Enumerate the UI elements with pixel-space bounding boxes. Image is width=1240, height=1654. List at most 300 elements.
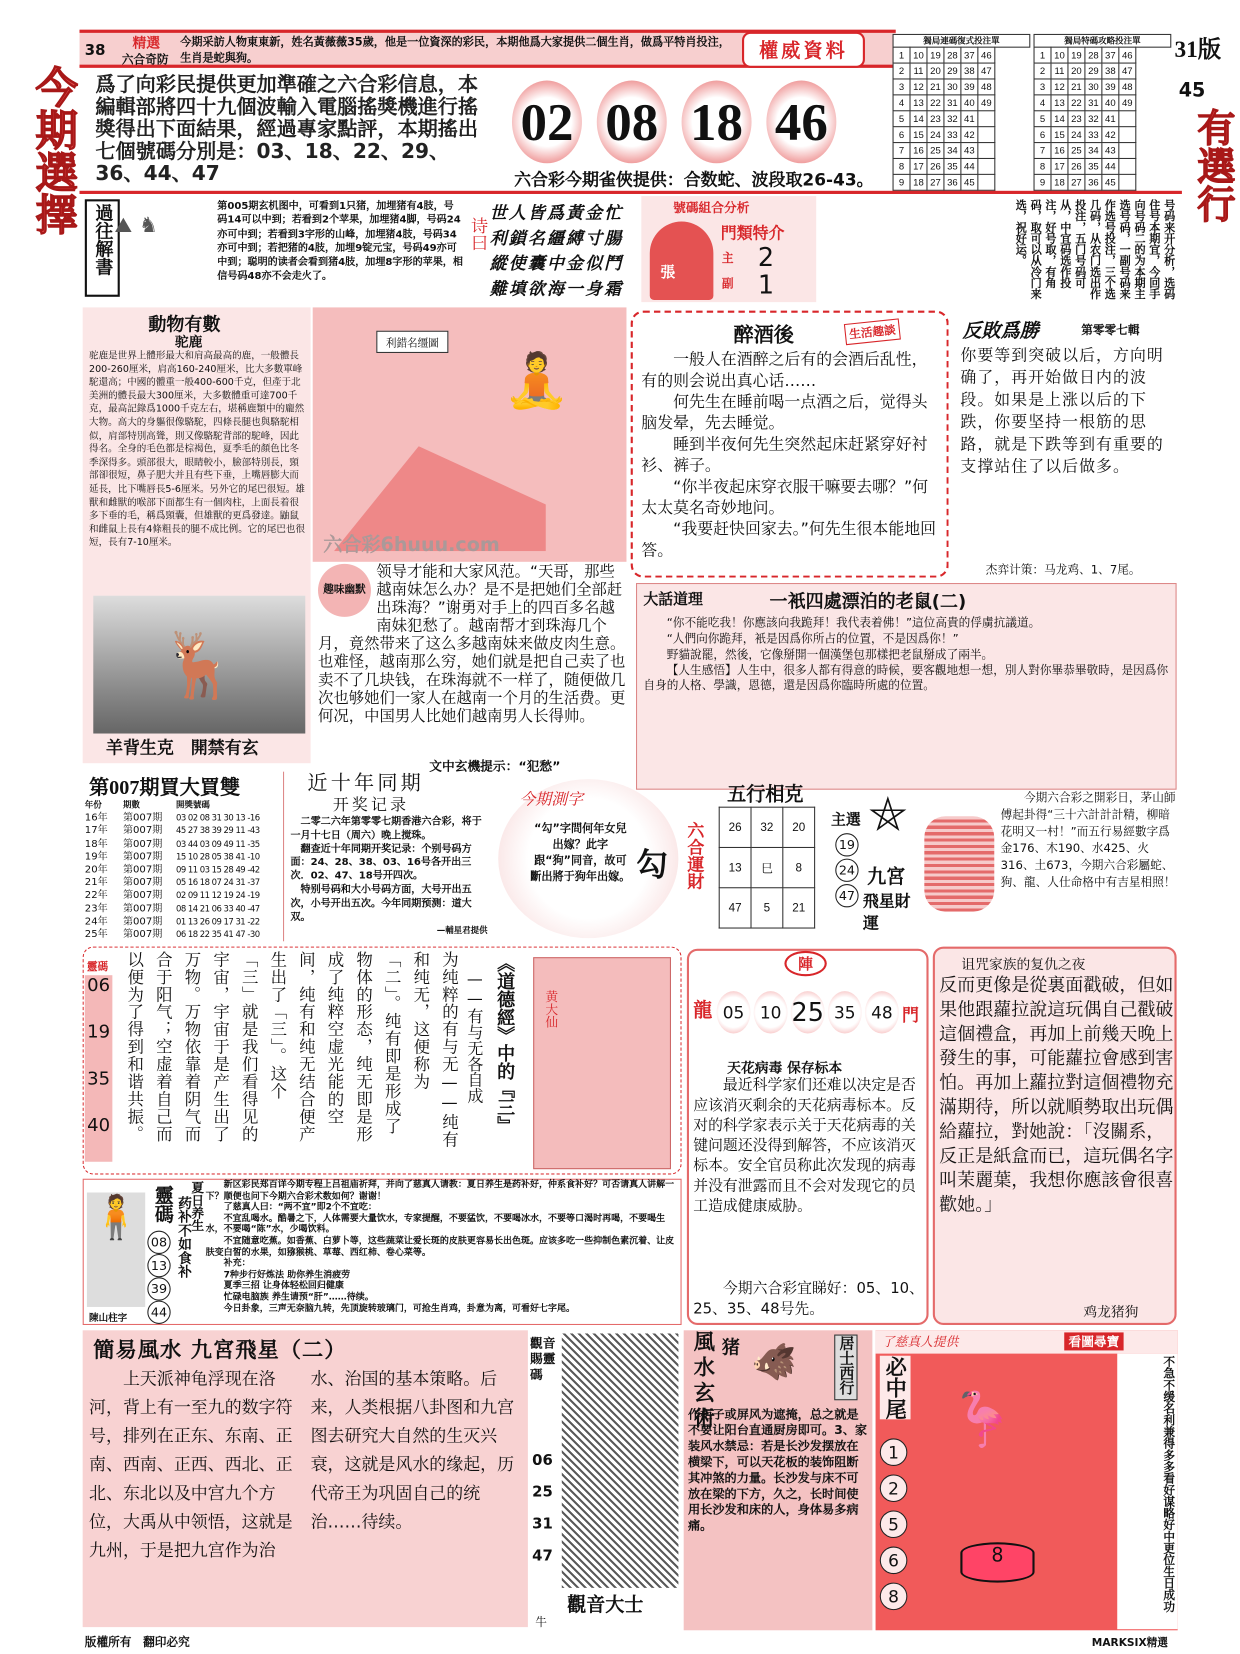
record-p1: 二零二六年第零零七期香港六合彩，将于一月十七日（周六）晚上搅珠。	[290, 816, 482, 842]
decorative-stamp	[924, 816, 994, 911]
past-title: 過往解書	[85, 199, 120, 297]
bet-grid-cell[interactable]: 6	[1034, 127, 1051, 143]
table-cell: 21年	[84, 876, 108, 889]
bet-grid-cell[interactable]: 36	[1085, 174, 1102, 190]
health-paragraph: 今日卦象，三声无奈脑九转，先顶旋转玻璃门，可抢生肖鸡，卦意为离，可看好七字尾。	[223, 1303, 576, 1314]
record-title: 近十年同期	[307, 771, 425, 795]
wuxing-row	[719, 847, 814, 887]
wuxing-cell: 5	[751, 888, 783, 928]
bet-grid-cell[interactable]: 22	[1068, 95, 1085, 111]
animal-title: 動物有數	[148, 314, 221, 337]
bet-grid-cell[interactable]: 4	[1034, 95, 1051, 111]
bet-grid-cell[interactable]: 39	[1102, 79, 1119, 95]
leader-block	[318, 564, 628, 726]
bet-grid-cell[interactable]: 9	[893, 174, 910, 190]
bet-grid-cell[interactable]: 31	[1085, 95, 1102, 111]
table-cell: 第007期	[122, 863, 163, 876]
table-cell: 06 18 22 35 41 47 -30	[175, 929, 260, 940]
headline-right: 有選行	[1191, 108, 1235, 223]
zodiac-number: 05	[717, 991, 751, 1033]
footer-brand: MARKSIX精選	[1091, 1637, 1168, 1650]
pig-title: 風水玄術	[690, 1330, 716, 1433]
wuxing-panel	[708, 779, 920, 938]
bet-grid-cell[interactable]: 24	[1068, 127, 1085, 143]
bet-grid-cell[interactable]: 8	[1034, 158, 1051, 174]
headline-tip: 六合彩今期雀俠提供：合数蛇、波段取26-43。	[514, 169, 874, 190]
char-text: “勾”字問何年女兒出嫁？此字跟“狗”同音，故可斷出將于狗年出嫁。	[530, 822, 631, 883]
health-paragraph: 不宜乱喝水。酷暑之下，人体需要大量饮水，专家提醒，不要猛饮，不要喝冰水，不要等口渴时再喝，不要喝生水，不要喝“陈”水，少喝饮料。	[205, 1213, 666, 1236]
bet-grid-cell[interactable]	[978, 174, 995, 190]
table-cell: 24年	[84, 915, 108, 928]
buy-header-cell: 年份	[84, 800, 102, 810]
bet-grid-cell[interactable]: 46	[978, 47, 995, 63]
curse-panel	[933, 947, 1177, 1325]
bet-grid-row	[1034, 63, 1136, 79]
bet-grid-cell[interactable]	[978, 127, 995, 143]
treasure-panel	[876, 1330, 1178, 1630]
char-title: 今期測字	[519, 789, 584, 809]
bet-grid-cell[interactable]: 40	[961, 95, 978, 111]
daode-column: 宇宙，宇宙于是产生出了	[210, 950, 231, 1144]
table-cell: 02 09 11 12 19 24 -19	[175, 890, 260, 901]
table-cell: 第007期	[122, 850, 163, 863]
bet-grid-cell[interactable]: 42	[1102, 127, 1119, 143]
wuxing-row	[719, 888, 814, 928]
bet-grid-cell[interactable]: 12	[910, 79, 927, 95]
record-subtitle: 开奖记录	[332, 794, 410, 815]
bet-grid-cell[interactable]: 12	[1051, 79, 1068, 95]
fengshui-panel	[83, 1330, 528, 1627]
fengshui-title: 簡易風水 九宮飛星（二）	[93, 1336, 347, 1363]
guanyin-number: 47	[532, 1547, 553, 1565]
divider	[79, 191, 1181, 194]
bet-grid-cell[interactable]: 23	[927, 111, 944, 127]
door-sub-label: 副	[721, 276, 734, 291]
bet-grid-cell[interactable]: 24	[927, 127, 944, 143]
bet-grid-cell[interactable]: 7	[1034, 143, 1051, 159]
bet-grid-cell[interactable]: 19	[927, 47, 944, 63]
bet-grid-row	[893, 174, 995, 190]
bet-grid-cell[interactable]: 42	[961, 127, 978, 143]
table-cell: 18年	[84, 838, 108, 850]
number-circle: 5	[880, 1510, 908, 1538]
mouse-p4: 【人生感悟】人生中，很多人都有得意的時候，要客觀地想一想，別人對你畢恭畢敬時，是因爲你自身的人格、學識，恩德，還是因爲你臨時所處的位置。	[643, 663, 1169, 693]
daode-column: 「三」就是我们看得见的	[239, 950, 259, 1144]
wuxing-title3: 飛星財運	[862, 891, 911, 933]
health-paragraph: 夏季三招 让身体轻松回归健康	[223, 1280, 344, 1292]
bet-grid-cell[interactable]: 26	[927, 158, 944, 174]
daode-column: 物体的形态，纯无即是形	[354, 950, 374, 1144]
bet-grid-cell[interactable]: 2	[893, 63, 910, 79]
bet-grid-cell[interactable]: 46	[1119, 47, 1136, 63]
table-cell: 22年	[84, 889, 108, 902]
bet-grid-cell[interactable]	[1119, 158, 1136, 174]
bet-grid-cell[interactable]	[978, 143, 995, 159]
wuxing-cell: 13	[719, 847, 751, 887]
bet-grid-cell[interactable]	[1119, 174, 1136, 190]
bet-grid-cell[interactable]: 23	[1068, 111, 1085, 127]
bet-grid-cell[interactable]: 39	[961, 79, 978, 95]
table-cell: 第007期	[122, 825, 163, 837]
bet-grid-cell[interactable]: 43	[961, 143, 978, 159]
bet-grid-row	[1034, 95, 1136, 111]
table-row	[85, 864, 282, 877]
bet-grid-cell[interactable]: 10	[1051, 47, 1068, 63]
treasure-provider: 了慈真人提供	[881, 1334, 959, 1350]
bet-grid-row	[893, 63, 995, 79]
bet-grid-row	[1034, 143, 1136, 159]
bet-grid-row	[1034, 111, 1136, 127]
wuxing-cell: 20	[783, 807, 815, 847]
door-panel	[641, 196, 816, 302]
puzzle-sketch: ⛰ ♞	[114, 211, 159, 238]
bet-grid-cell[interactable]: 20	[1068, 63, 1085, 79]
bet-grid-cell[interactable]: 37	[1102, 47, 1119, 63]
headline-intro: 爲了向彩民提供更加準確之六合彩信息，本編輯部將四十九個波輸入電腦搖獎機進行搖獎得出下面結果，經過專家點評，本期搖出七個號碼分別是：03、18、22、29、36、44、47	[95, 73, 479, 186]
bet-grid-row	[893, 95, 995, 111]
zodiac-panel	[687, 949, 929, 1325]
daode-column: 为纯粹的有与无——纯有	[439, 950, 459, 1149]
table-cell: 15 10 28 05 38 41 -10	[175, 852, 260, 862]
bet-grid-cell[interactable]: 49	[978, 95, 995, 111]
bet-grid-cell[interactable]: 32	[944, 111, 961, 127]
lucky-number: 06	[87, 975, 111, 997]
bet-grid-row	[893, 47, 995, 63]
bet-grid-row	[893, 158, 995, 174]
table-cell: 05 16 18 07 24 31 -37	[175, 877, 260, 888]
table-cell: 01 13 26 09 17 31 -22	[175, 916, 260, 927]
daode-column: 生出了「三」。这个	[268, 950, 288, 1101]
buy-title: 第007期買大買雙	[89, 776, 241, 800]
daode-column: 成了纯粹空虚光能的空	[325, 950, 345, 1126]
drunk-paragraph: 睡到半夜何先生突然起床赶紧穿好衬衫、裤子。	[641, 434, 928, 475]
bet-grid-cell[interactable]: 32	[1085, 111, 1102, 127]
poem-side: 诗曰	[468, 217, 489, 252]
bet-grid-cell[interactable]	[1119, 143, 1136, 159]
interview-text: 今期采訪人物東東新，姓名黃薇薇35歲，他是一位資深的彩民，本期他爲大家提供二個生肖，做爲平特肖投注，生肖是蛇與狗。	[180, 36, 730, 65]
guanyin-number: 25	[532, 1483, 553, 1501]
poem-line: 縱使囊中金似鬥	[489, 253, 624, 274]
bet-grid-cell[interactable]: 30	[944, 79, 961, 95]
zodiac-number: 25	[791, 991, 825, 1033]
record-panel	[288, 772, 489, 942]
reverse-title: 反敗爲勝	[962, 320, 1039, 343]
bet-grid-cell[interactable]: 27	[1068, 174, 1085, 190]
bet-grid-cell[interactable]: 18	[1051, 174, 1068, 190]
footer-copyright: 版權所有 翻印必究	[84, 1635, 190, 1650]
bet-grid-cell[interactable]: 34	[944, 143, 961, 159]
table-cell: 03 02 08 31 30 13 -16	[175, 813, 260, 823]
bet-grid-cell[interactable]: 10	[910, 47, 927, 63]
number-circle: 08	[147, 1231, 170, 1254]
leader-tag: 趣味幽默	[318, 564, 371, 617]
table-cell: 45 27 38 39 29 11 -43	[175, 826, 260, 836]
table-row	[85, 877, 282, 890]
bet-grid-cell[interactable]: 21	[1068, 79, 1085, 95]
bet-grid-2[interactable]	[1034, 47, 1137, 191]
bet-grid-cell[interactable]: 1	[893, 47, 910, 63]
buy-header	[85, 799, 282, 812]
bet-grid-cell[interactable]: 2	[1034, 63, 1051, 79]
bet-grid-cell[interactable]: 13	[910, 95, 927, 111]
bet-grid-cell[interactable]: 28	[944, 47, 961, 63]
health-subtitle: 药补不如食补	[174, 1195, 191, 1279]
zodiac-suffix: 門	[902, 1004, 920, 1026]
daode-column: 万物。万物依靠着阴气而	[182, 950, 202, 1144]
bet-grid-cell[interactable]: 26	[1068, 158, 1085, 174]
health-paragraph: 忙碌电脑族 养生请预“肝”……待续。	[223, 1292, 374, 1303]
watermark: 六合彩6huuu.com	[323, 534, 500, 557]
bet-grid-cell[interactable]: 15	[1051, 127, 1068, 143]
result-ball: 46	[766, 81, 836, 164]
poem	[490, 199, 638, 301]
door-main-number: 2	[757, 242, 775, 273]
result-ball: 08	[597, 81, 667, 164]
table-row	[85, 903, 282, 916]
drum-number: 8	[960, 1542, 1034, 1582]
table-cell: 第007期	[122, 876, 163, 889]
masthead-label: 六合奇防	[121, 52, 169, 67]
bet-grid-cell[interactable]	[978, 111, 995, 127]
bet-grid-cell[interactable]: 19	[1068, 47, 1085, 63]
bet-grid-cell[interactable]: 43	[1102, 143, 1119, 159]
bet-grid-cell[interactable]: 47	[1119, 63, 1136, 79]
bet-grid-cell[interactable]: 16	[910, 143, 927, 159]
mouse-p1: “你不能吃我！你應該向我跪拜！我代表着佛！”這位高貴的俘虜抗議道。	[666, 615, 1041, 630]
bet-grid-cell[interactable]: 27	[927, 174, 944, 190]
number-circle: 19	[835, 833, 858, 856]
reverse-series: 第零零七輯	[1081, 323, 1140, 338]
bet-grid-cell[interactable]: 20	[927, 63, 944, 79]
bet-grid-cell[interactable]: 35	[944, 158, 961, 174]
poem-line: 難填欲海一身霜	[489, 278, 624, 299]
health-paragraph: 补充：	[223, 1258, 251, 1269]
bet-grid-cell[interactable]: 45	[1102, 174, 1119, 190]
wuxing-title2: 九宮	[867, 866, 906, 889]
health-paragraph: 了慈真人曰：“两不宜”即2个不宜吃：	[223, 1202, 377, 1213]
drunk-panel	[631, 311, 949, 578]
bet-table-1-title: 獨局連碼復式投注單	[893, 34, 1031, 48]
table-cell: 第007期	[122, 915, 163, 928]
number-circle: 1	[880, 1438, 908, 1466]
table-cell: 23年	[84, 902, 108, 915]
bet-grid-cell[interactable]: 5	[1034, 111, 1051, 127]
drunk-stamp: 生活趣談	[844, 318, 901, 345]
portrait-name: 張	[658, 263, 676, 279]
past-text: 第005期玄机图中，可看到1只猪，加埋猪有4肢，号码14可以中到；若看到2个苹果，加埋猪4脚，号码24亦可中到；若看到3字形的山峰，加埋猪4肢，号码34亦可中到；若把猪的4肢，加埋9锭元宝，号码49亦可中到；聪明的读者会看到猪4肢，加埋8字形的苹果，相信号码48亦不会走火了。	[217, 200, 463, 283]
table-cell: 第007期	[122, 928, 163, 941]
number-circle: 39	[147, 1277, 170, 1300]
drunk-paragraph: 何先生在睡前喝一点酒之后，觉得头脑发晕，先去睡觉。	[641, 392, 928, 433]
bet-grid-cell[interactable]: 25	[1068, 143, 1085, 159]
bet-grid-cell[interactable]: 1	[1034, 47, 1051, 63]
daode-label: 靈碼	[86, 961, 109, 974]
mouse-title: 一衹四處漂泊的老鼠(二)	[769, 591, 967, 613]
bet-grid-cell[interactable]: 49	[1119, 95, 1136, 111]
table-cell: 第007期	[122, 889, 163, 902]
bet-grid-cell[interactable]: 35	[1085, 158, 1102, 174]
pig-panel	[684, 1330, 873, 1630]
bet-grid-cell[interactable]: 3	[1034, 79, 1051, 95]
zodiac-title: 陣	[784, 951, 826, 976]
side-number: 45	[1178, 79, 1206, 102]
bet-grid-cell[interactable]: 41	[1102, 111, 1119, 127]
bet-grid-cell[interactable]: 22	[927, 95, 944, 111]
guanyin-number: 06	[532, 1452, 553, 1470]
table-cell: 16年	[84, 812, 108, 824]
number-circle: 24	[835, 859, 858, 882]
mouse-p2: “人們向你跪拜，衹是因爲你所占的位置，不是因爲你！”	[666, 631, 959, 646]
animal-subtitle: 驼鹿	[174, 334, 203, 351]
table-cell: 20年	[84, 863, 108, 876]
record-p3: 特别号码和大小号码方面，大号开出五次，小号开出五次。今年同期预测：道大双。	[290, 884, 472, 923]
table-row	[85, 916, 282, 929]
reverse-panel	[954, 311, 1177, 581]
number-circle: 44	[147, 1301, 170, 1324]
bet-grid-cell[interactable]: 40	[1102, 95, 1119, 111]
issue-number: 38	[84, 42, 106, 60]
record-p2: 翻查近十年同期开奖记录：个别号码方面：24、28、38、03、16号各开出三次．02、47、18号开四次。	[290, 843, 472, 883]
bet-grid-cell[interactable]: 25	[927, 143, 944, 159]
char-panel	[498, 779, 678, 938]
curse-text: 反而更像是從裏面戳破，但如果他跟蘿拉說這玩偶自己戳破這個禮盒，再加上前幾天晚上發生的事，可能蘿拉會感到害怕。再加上蘿拉對這個禮物充滿期待，所以就順勢取出玩偶給蘿拉，對她說：「沒關系，反正是紙盒而已，這玩偶名字叫茉麗葉，我想你應該會很喜歡她。」	[939, 975, 1174, 1216]
bet-grid-1[interactable]	[893, 47, 996, 191]
edition-label: 31版	[1174, 36, 1222, 63]
bet-grid-cell[interactable]: 31	[944, 95, 961, 111]
number-circle: 13	[147, 1254, 170, 1277]
bet-grid-cell[interactable]: 44	[1102, 158, 1119, 174]
door-label: 門類特介	[720, 223, 785, 243]
bet-grid-cell[interactable]: 29	[1085, 63, 1102, 79]
bet-grid-cell[interactable]: 33	[944, 127, 961, 143]
drunk-title: 醉酒後	[733, 323, 794, 347]
pig-animal: 猪	[721, 1337, 740, 1359]
bet-grid-cell[interactable]: 30	[1085, 79, 1102, 95]
table-cell: 第007期	[122, 838, 163, 850]
bet-grid-cell[interactable]: 5	[893, 111, 910, 127]
bet-grid-row	[893, 79, 995, 95]
bet-grid-cell[interactable]	[978, 158, 995, 174]
sage-name: 黄大仙	[543, 990, 559, 1029]
bet-grid-cell[interactable]: 9	[1034, 174, 1051, 190]
bet-grid-row	[893, 111, 995, 127]
opening-text: 今期六合彩之開彩日，茅山師傅起卦得“三十六計計計精，柳暗花明又一村！”而五行易經數字爲金176、木190、水425、火316、土673，今期六合彩屬蛇、狗、龍、人仕命格中有吉星相照！	[1000, 790, 1176, 890]
health-paragraph: 新区彩民郑百详今期专程上吕祖庙祈拜，并向了慈真人请教：夏日养生是药补好，仲系食补好？可否请真人讲解一下？顺便也问下今期六合彩术数如何？谢谢！	[205, 1179, 675, 1202]
bet-grid-cell[interactable]	[1119, 127, 1136, 143]
wuxing-cell: 47	[719, 888, 751, 928]
reverse-plan: 杰弈计策：马龙鸡、1、7尾。	[985, 562, 1141, 577]
health-seal: 陳山柱字	[89, 1313, 128, 1324]
bet-grid-cell[interactable]: 15	[910, 127, 927, 143]
bet-grid-cell[interactable]: 17	[910, 158, 927, 174]
bet-grid-cell[interactable]: 7	[893, 143, 910, 159]
lucky-number: 19	[87, 1021, 111, 1044]
number-circle: 2	[880, 1474, 908, 1502]
lucky-number: 40	[87, 1115, 111, 1137]
bet-grid-cell[interactable]: 45	[961, 174, 978, 190]
result-ball: 02	[512, 81, 582, 164]
pig-badge: 居士西行	[834, 1335, 857, 1401]
bet-grid-row	[893, 127, 995, 143]
bet-grid-row	[893, 143, 995, 159]
crane-drawing: 🦩	[949, 1388, 1016, 1451]
bet-grid-cell[interactable]: 11	[910, 63, 927, 79]
bet-grid-cell[interactable]: 11	[1051, 63, 1068, 79]
daode-column: 合于阳气；空虚着自己而	[153, 950, 173, 1144]
daode-column: 间，纯有和纯无结合便产	[296, 950, 316, 1144]
bet-grid-cell[interactable]	[1119, 111, 1136, 127]
bet-grid-row	[1034, 127, 1136, 143]
bet-grid-cell[interactable]: 14	[1051, 111, 1068, 127]
bet-grid-cell[interactable]: 41	[961, 111, 978, 127]
table-row	[85, 838, 282, 851]
wuxing-cell: 巳	[751, 847, 783, 887]
bet-grid-cell[interactable]: 33	[1085, 127, 1102, 143]
bet-grid-cell[interactable]: 38	[961, 63, 978, 79]
bet-grid-cell[interactable]: 36	[944, 174, 961, 190]
bet-grid-cell[interactable]: 47	[978, 63, 995, 79]
health-paragraph: 不宜随意吃蕉。如香蕉、白萝卜等，这些蔬菜让爱长斑的皮肤更容易长出色斑。应该多吃一些抑制色素沉着、让皮肤变白皙的水果，如猕猴桃、草莓、西红柿、卷心菜等。	[205, 1235, 675, 1258]
bet-grid-cell[interactable]: 48	[1119, 79, 1136, 95]
elk-photo: 🦌	[93, 596, 305, 734]
bet-grid-cell[interactable]: 17	[1051, 158, 1068, 174]
bet-grid-cell[interactable]: 16	[1051, 143, 1068, 159]
bet-grid-cell[interactable]: 29	[944, 63, 961, 79]
bet-grid-cell[interactable]: 28	[1085, 47, 1102, 63]
table-row	[85, 929, 282, 942]
leader-text: 领导才能和大家风范。“天哥，那些越南妹怎么办？是不是把她们全部赶出珠海？”谢勇对手上的四百多名越南妹犯愁了。越南帮才到珠海几个月，竟然带来了这么多越南妹来做皮肉生意。也难怪，越南那么穷，她们就是把自己卖了也卖不了几块钱，在珠海就不一样了，随便做几次也够她们一家人在越南一个月的生活费。更何况，中国男人比她们越南男人长得帅。	[317, 563, 626, 726]
table-cell: 19年	[84, 850, 108, 863]
bet-grid-cell[interactable]: 14	[910, 111, 927, 127]
zodiac-text: 最近科学家们还难以决定是否应该消灭剩余的天花病毒标本。反对的科学家表示关于天花病毒的关键问题还没得到解答，不应该消灭标本。安全官员称此次发现的病毒并没有泄露而且不会对发现它的员工造成健康威胁。	[693, 1076, 916, 1215]
wuxing-cell: 21	[783, 888, 815, 928]
headline-left: 今期選擇	[28, 65, 78, 236]
bet-grid-cell[interactable]: 3	[893, 79, 910, 95]
animal-text: 驼鹿是世界上體形最大和肩高最高的鹿，一般體長200-260厘米，肩高160-240厘米，比大多數單峰駝還高；中國的體重一般400-600千克，但產于北美洲的體長最大300厘米，大多數體重可達700千克，最高記錄爲1000千克左右，堪稱鹿類中的龐然大物。高大的身軀很像駱駝，四條長腿也與駱駝相似，肩部特別高聳，則又像駱駝背部的駝峰，因此得名。全身的毛色都是棕褐色，夏季毛的顏色比冬季深得多。頭部很大，眼睛較小，臉部特別長，頸部卻很短，鼻子肥大并且有些下垂，上嘴唇膨大而延長，比下嘴唇長5-6厘米。另外它的尾巴很短。雄獸和雌獸的喉部下面都生有一個肉柱，上面長着很多下垂的毛，稱爲頸囊，但雄獸的更爲發達。鼬鼠和雌鼠上長有4條粗長的腿不成比例。它的尾巴也很短，長有7-10厘米。	[89, 350, 305, 549]
door-title: 號碼組合分析	[673, 200, 750, 216]
zodiac-tip: 今期六合彩宜睇好：05、10、25、35、48号先。	[693, 1280, 924, 1318]
health-side: 夏日养生	[189, 1180, 205, 1232]
zodiac-subtitle: 天花病毒 保存标本	[727, 1061, 843, 1077]
curse-sign: 鸡龙猪狗	[1083, 1304, 1139, 1321]
bet-grid-cell[interactable]: 13	[1051, 95, 1068, 111]
bet-grid-cell[interactable]: 34	[1085, 143, 1102, 159]
bet-grid-cell[interactable]: 18	[910, 174, 927, 190]
table-cell: 09 11 03 15 28 49 -42	[175, 864, 260, 875]
cartoon-image	[313, 307, 627, 561]
bet-grid-row	[1034, 47, 1136, 63]
bet-grid-cell[interactable]: 4	[893, 95, 910, 111]
bet-grid-cell[interactable]: 21	[927, 79, 944, 95]
curse-title: 诅咒家族的复仇之夜	[961, 957, 1086, 974]
daode-subtitle: ——有与无各自成	[465, 969, 485, 1104]
bet-grid-cell[interactable]: 37	[961, 47, 978, 63]
bet-grid-cell[interactable]: 44	[961, 158, 978, 174]
door-sub-number: 1	[757, 270, 775, 300]
bet-grid-cell[interactable]: 8	[893, 158, 910, 174]
bet-grid-cell[interactable]: 48	[978, 79, 995, 95]
poem-line: 世人皆爲黃金忙	[489, 202, 624, 223]
bet-grid-cell[interactable]: 38	[1102, 63, 1119, 79]
deity-image: 🧍	[87, 1192, 145, 1306]
buy-header-cell: 期數	[122, 800, 140, 810]
guanyin-number: 31	[532, 1515, 553, 1533]
wuxing-label: 主選	[831, 811, 861, 829]
bet-grid-cell[interactable]: 6	[893, 127, 910, 143]
drunk-paragraph: “你半夜起床穿衣服干嘛要去哪？”何太太莫名奇妙地问。	[641, 476, 929, 518]
record-sign: —輔星君提供	[436, 924, 488, 935]
daode-column: 以便为了得到和谐共振。	[125, 950, 145, 1144]
